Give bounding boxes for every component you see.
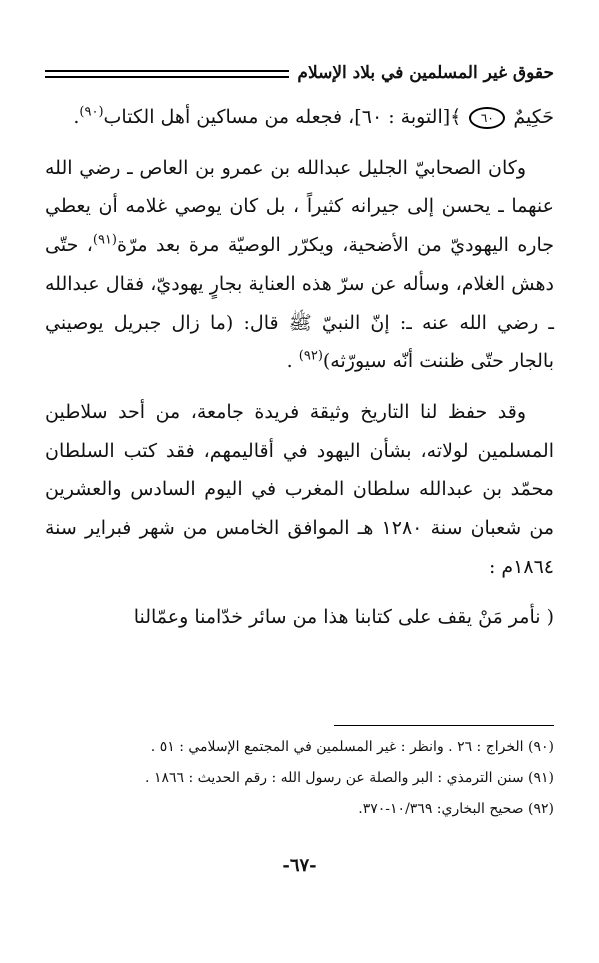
header-title: حقوق غير المسلمين في بلاد الإسلام [297,63,554,83]
paragraph-decree-start [45,598,554,637]
footnote-separator [334,725,554,726]
paragraph-text: ( نأمر مَنْ يقف على كتابنا هذا من سائر خدّامنا وعمّالنا [133,606,554,629]
running-header [45,58,554,88]
paragraph-companion-story [45,149,554,381]
footnote-90: (٩٠) الخراج : ٢٦ . وانظر : غير المسلمين في المجتمع الإسلامي : ٥١ . [150,739,554,755]
footnote-ref: (٩١) [92,232,117,248]
punctuation: . [73,106,80,128]
header-double-rule [45,70,289,78]
punctuation: . [286,350,299,373]
footnotes [45,732,554,825]
paragraph-historical-document [45,393,554,587]
ayah-number-mark: ٦٠ [469,107,505,129]
paragraph-quran-citation [45,98,554,137]
quran-word: حَكِيمٌ [513,106,554,128]
footnote-92: (٩٢) صحيح البخاري: ١٠/٣٦٩-٣٧٠. [358,801,554,817]
footnote-91: (٩١) سنن الترمذي : البر والصلة عن رسول الله : رقم الحديث : ١٨٦٦ . [145,770,554,786]
page-number: -٦٧- [282,855,317,876]
footnote-ref: (٩٢) [298,348,323,364]
main-text [45,98,554,649]
paragraph-text: وكان الصحابيّ الجليل عبدالله بن عمرو بن العاص ـ رضي الله عنهما ـ يحسن إلى جيرانه كثيراً ، بل كان يوصي غلامه أن يعطي جاره اليهوديّ من الأضحية، ويكرّر الوصيّة مرة بعد مرّة [45,156,554,257]
paragraph-text: ﴾[التوبة : ٦٠]، فجعله من مساكين أهل الكتاب [103,106,462,128]
paragraph-text: وقد حفظ لنا التاريخ وثيقة فريدة جامعة، من أحد سلاطين المسلمين لولاته، بشأن اليهود في أقاليمهم، فقد كتب السلطان محمّد بن عبدالله سلطان المغرب في اليوم السادس والعشرين من شعبان سنة ١٢٨٠ هـ الموافق الخامس من شهر فبراير سنة ١٨٦٤م : [45,400,554,578]
footnote-ref: (٩٠) [79,104,104,120]
paragraph-text: ، حتّى دهش الغلام، وسأله عن سرّ هذه العناية بجارٍ يهوديّ، فقال عبدالله ـ رضي الله عنه ـ: إنّ النبيّ ﷺ قال: (ما زال جبريل يوصيني بالجار حتّى ظننت أنّه سيورّثه) [45,234,554,373]
